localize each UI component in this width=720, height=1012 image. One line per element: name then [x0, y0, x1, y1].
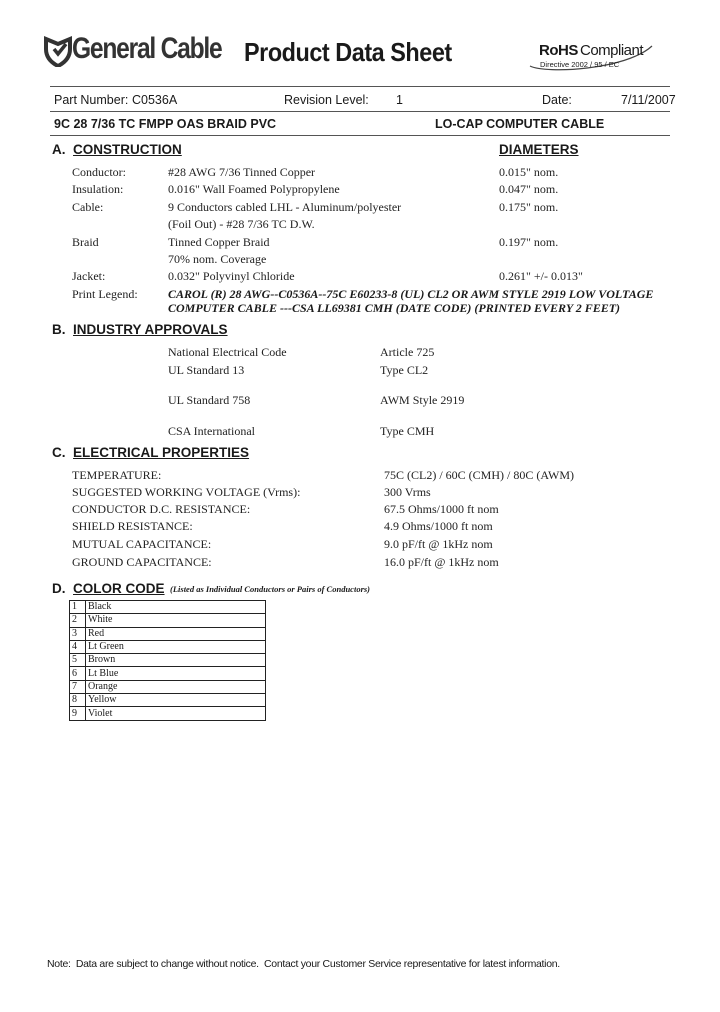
divider-top	[50, 86, 670, 87]
construction-value: 0.032" Polyvinyl Chloride	[168, 269, 295, 283]
construction-value: #28 AWG 7/36 Tinned Copper	[168, 165, 316, 179]
table-row	[70, 667, 266, 680]
table-row	[70, 707, 266, 720]
conductor-number: 4	[70, 640, 86, 653]
divider-product	[50, 135, 670, 136]
part-number-value: C0536A	[132, 93, 178, 107]
electrical-name: GROUND CAPACITANCE:	[72, 555, 212, 569]
approval-value: Article 725	[380, 345, 435, 359]
general-cable-logo-icon	[44, 35, 74, 67]
print-legend-label: Print Legend:	[72, 287, 138, 301]
construction-value: 0.016" Wall Foamed Polypropylene	[168, 182, 340, 196]
conductor-number: 2	[70, 614, 86, 627]
conductor-color: White	[86, 614, 266, 627]
print-legend-line1: CAROL (R) 28 AWG--C0536A--75C E60233-8 (UL) CL2 OR AWM STYLE 2919 LOW VOLTAGE	[168, 287, 654, 301]
conductor-color: Red	[86, 627, 266, 640]
construction-label: Insulation:	[72, 182, 124, 196]
product-code: 9C 28 7/36 TC FMPP OAS BRAID PVC	[54, 117, 277, 131]
conductor-number: 7	[70, 680, 86, 693]
construction-label: Cable:	[72, 200, 104, 214]
color-code-table	[69, 600, 266, 721]
electrical-value: 67.5 Ohms/1000 ft nom	[384, 502, 499, 516]
construction-value: Tinned Copper Braid	[168, 235, 270, 249]
construction-label: Conductor:	[72, 165, 126, 179]
rohs-badge	[526, 40, 656, 76]
construction-diameter: 0.047" nom.	[499, 182, 559, 196]
approval-name: CSA International	[168, 424, 255, 438]
electrical-value: 75C (CL2) / 60C (CMH) / 80C (AWM)	[384, 468, 575, 482]
conductor-number: 9	[70, 707, 86, 720]
approvals-heading: B. INDUSTRY APPROVALS	[52, 322, 228, 337]
approval-value: Type CMH	[380, 424, 435, 438]
electrical-name: TEMPERATURE:	[72, 468, 162, 482]
electrical-value: 9.0 pF/ft @ 1kHz nom	[384, 537, 493, 551]
print-legend-line2: COMPUTER CABLE ---CSA LL69381 CMH (DATE CODE) (PRINTED EVERY 2 FEET)	[168, 301, 621, 315]
table-row	[70, 640, 266, 653]
construction-diameter: 0.015" nom.	[499, 165, 559, 179]
construction-diameter: 0.175" nom.	[499, 200, 559, 214]
table-row	[70, 680, 266, 693]
electrical-value: 4.9 Ohms/1000 ft nom	[384, 519, 493, 533]
table-row	[70, 654, 266, 667]
construction-value: (Foil Out) - #28 7/36 TC D.W.	[168, 217, 315, 231]
color-code-note: (Listed as Individual Conductors or Pairs of Conductors)	[170, 584, 371, 594]
rohs-label-strong: RoHS	[539, 42, 578, 59]
electrical-value: 300 Vrms	[384, 485, 431, 499]
conductor-number: 3	[70, 627, 86, 640]
conductor-number: 6	[70, 667, 86, 680]
table-row	[70, 627, 266, 640]
page-title: Product Data Sheet	[244, 37, 452, 67]
electrical-name: SHIELD RESISTANCE:	[72, 519, 193, 533]
conductor-color: Lt Blue	[86, 667, 266, 680]
conductor-color: Orange	[86, 680, 266, 693]
conductor-color: Black	[86, 601, 266, 614]
electrical-name: MUTUAL CAPACITANCE:	[72, 537, 212, 551]
diameters-heading: DIAMETERS	[499, 142, 579, 157]
electrical-value: 16.0 pF/ft @ 1kHz nom	[384, 555, 499, 569]
table-row	[70, 614, 266, 627]
rohs-label-rest: Compliant	[580, 42, 644, 59]
construction-diameter: 0.261" +/- 0.013"	[499, 269, 583, 283]
electrical-name: SUGGESTED WORKING VOLTAGE (Vrms):	[72, 485, 301, 499]
conductor-number: 8	[70, 694, 86, 707]
revision-value: 1	[396, 93, 403, 107]
construction-value: 9 Conductors cabled LHL - Aluminum/polyester	[168, 200, 402, 214]
construction-label: Braid	[72, 235, 99, 249]
divider-meta	[50, 111, 670, 112]
conductor-color: Yellow	[86, 694, 266, 707]
approval-value: Type CL2	[380, 363, 429, 377]
table-row	[70, 601, 266, 614]
table-row	[70, 694, 266, 707]
revision-label: Revision Level:	[284, 93, 369, 107]
conductor-number: 1	[70, 601, 86, 614]
approval-name: National Electrical Code	[168, 345, 287, 359]
footer-note: Note: Data are subject to change without notice. Contact your Customer Service representative for latest information.	[47, 958, 560, 970]
date-value: 7/11/2007	[621, 93, 676, 107]
approval-value: AWM Style 2919	[380, 393, 465, 407]
product-type: LO-CAP COMPUTER CABLE	[435, 117, 605, 131]
electrical-heading: C. ELECTRICAL PROPERTIES	[52, 445, 250, 460]
approval-name: UL Standard 758	[168, 393, 251, 407]
electrical-name: CONDUCTOR D.C. RESISTANCE:	[72, 502, 251, 516]
conductor-number: 5	[70, 654, 86, 667]
construction-diameter: 0.197" nom.	[499, 235, 559, 249]
color-code-heading: D. COLOR CODE	[52, 581, 165, 596]
part-number-label: Part Number:	[54, 93, 129, 107]
company-name: General Cable	[72, 32, 222, 65]
construction-value: 70% nom. Coverage	[168, 252, 267, 266]
date-label: Date:	[542, 93, 572, 107]
construction-label: Jacket:	[72, 269, 106, 283]
conductor-color: Lt Green	[86, 640, 266, 653]
construction-heading: A. CONSTRUCTION	[52, 142, 182, 157]
conductor-color: Brown	[86, 654, 266, 667]
conductor-color: Violet	[86, 707, 266, 720]
rohs-directive: Directive 2002 / 95 / EC	[540, 60, 620, 69]
approval-name: UL Standard 13	[168, 363, 245, 377]
